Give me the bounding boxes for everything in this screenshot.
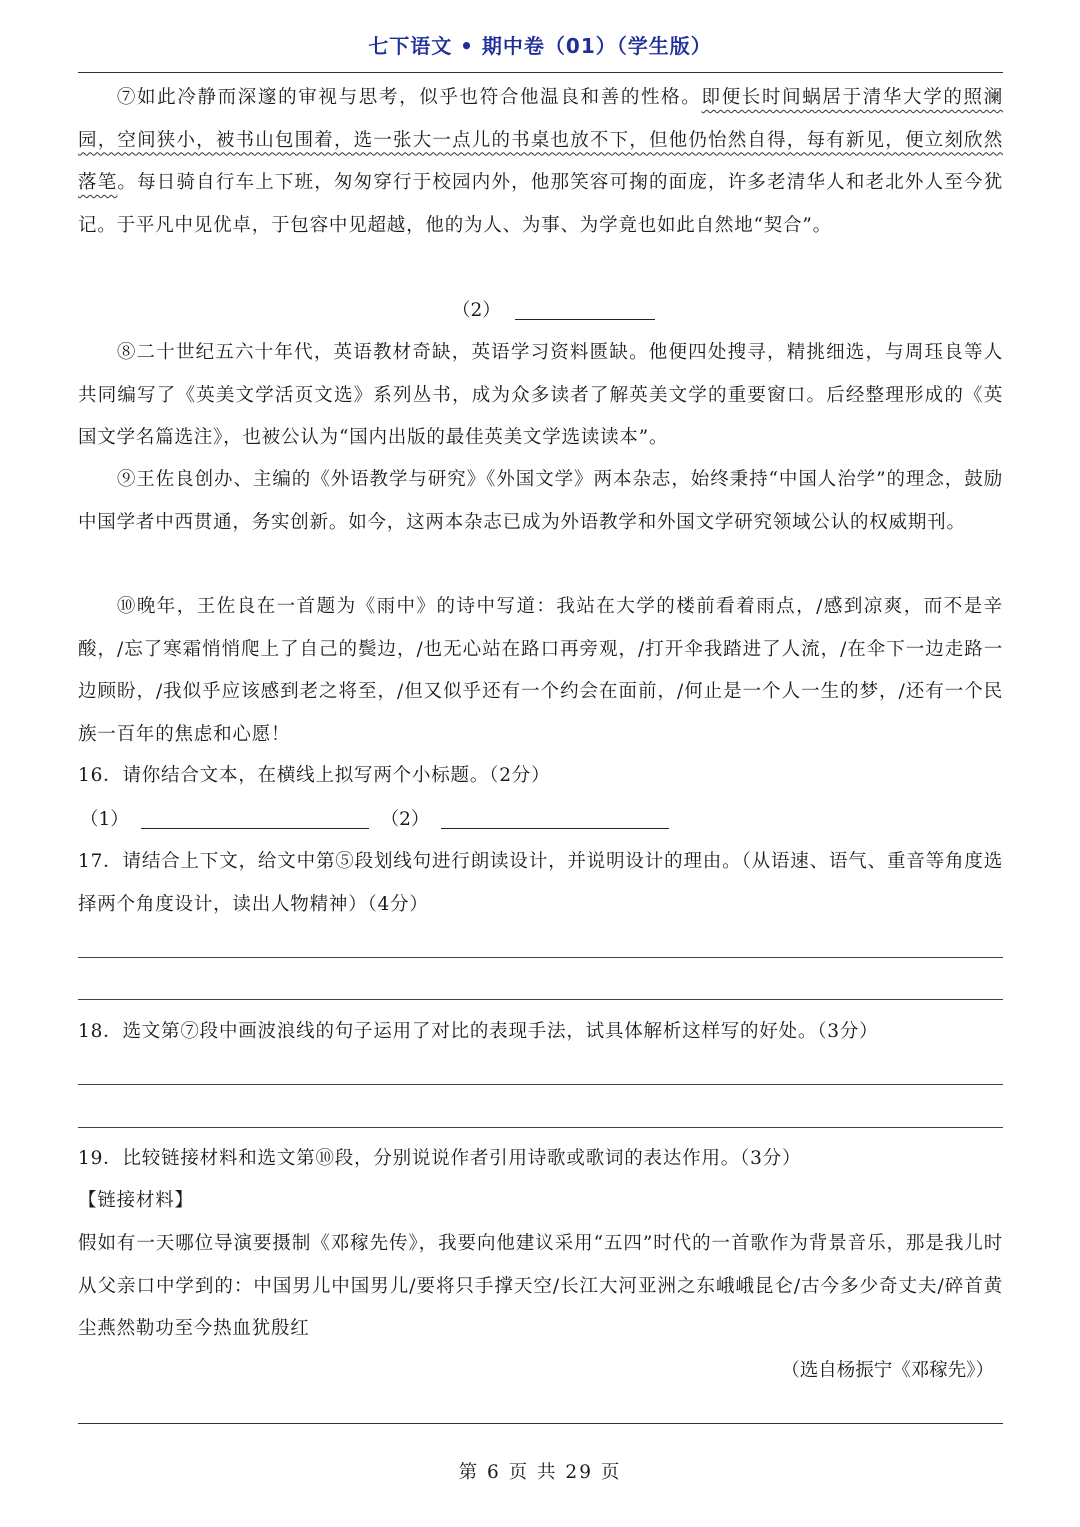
- question-18-answer-line-2[interactable]: [78, 1127, 1003, 1128]
- paragraph-7: [78, 77, 1003, 247]
- question-18: 18．选文第⑦段中画波浪线的句子运用了对比的表现手法，试具体解析这样写的好处。（3分）: [78, 1021, 879, 1042]
- question-17-answer-line-2[interactable]: [78, 999, 1003, 1000]
- question-16: 16．请你结合文本，在横线上拟写两个小标题。（2分）: [78, 765, 551, 786]
- question-16-blank-2[interactable]: [441, 806, 669, 829]
- footer-divider: [78, 1423, 1003, 1424]
- question-19: 19．比较链接材料和选文第⑩段，分别说说作者引用诗歌或歌词的表达作用。（3分）: [78, 1148, 802, 1169]
- paragraph-7-wavy-sentence: 即便长时间蜗居于清华大学的照澜园，空间狭小，被书山包围着，选一张大一点儿的书桌也放不下，但他仍怡然自得，每有新见，便立刻欣然落笔: [78, 87, 1003, 193]
- page-title: 七下语文 • 期中卷（01）（学生版）: [368, 34, 712, 58]
- subtitle-2-blank[interactable]: [515, 297, 655, 320]
- paragraph-8: ⑧二十世纪五六十年代，英语教材奇缺，英语学习资料匮缺。他便四处搜寻，精挑细选，与周珏良等人共同编写了《英美文学活页文选》系列丛书，成为众多读者了解英美文学的重要窗口。后经整理形成的《英国文学名篇选注》，也被公认为“国内出版的最佳英美文学选读读本”。: [78, 342, 1003, 448]
- question-16-label-1: （1）: [80, 809, 129, 830]
- page-number: 第 6 页 共 29 页: [458, 1462, 622, 1483]
- question-17-answer-line-1[interactable]: [78, 957, 1003, 958]
- question-16-answer-row: [80, 805, 669, 835]
- paragraph-7-end: 。每日骑自行车上下班，匆匆穿行于校园内外，他那笑容可掬的面庞，许多老清华人和老北外人至今犹记。于平凡中见优卓，于包容中见超越，他的为人、为事、为学竟也如此自然地“契合”。: [78, 172, 1003, 236]
- link-material-source: （选自杨振宁《邓稼先》）: [781, 1360, 994, 1381]
- subtitle-2-label: （2）: [452, 300, 501, 321]
- paragraph-7-start: ⑦如此冷静而深邃的审视与思考，似乎也符合他温良和善的性格。: [116, 87, 702, 108]
- question-16-blank-1[interactable]: [141, 806, 369, 829]
- link-material-heading: 【链接材料】: [78, 1190, 194, 1211]
- question-17: 17．请结合上下文，给文中第⑤段划线句进行朗读设计，并说明设计的理由。（从语速、语气、重音等角度选择两个角度设计，读出人物精神）（4分）: [78, 851, 1003, 915]
- subtitle-2-blank-line: [452, 296, 655, 326]
- header-divider: [78, 72, 1003, 73]
- link-material-text: 假如有一天哪位导演要摄制《邓稼先传》，我要向他建议采用“五四”时代的一首歌作为背景音乐，那是我儿时从父亲口中学到的：中国男儿中国男儿/要将只手撑天空/长江大河亚洲之东峨峨昆仑/古今多少奇丈夫/碎首黄尘燕然勒功至今热血犹殷红: [78, 1233, 1003, 1339]
- paragraph-10: ⑩晚年，王佐良在一首题为《雨中》的诗中写道：我站在大学的楼前看着雨点，/感到凉爽，而不是辛酸，/忘了寒霜悄悄爬上了自己的鬓边，/也无心站在路口再旁观，/打开伞我踏进了人流，/在伞下一边走路一边顾盼，/我似乎应该感到老之将至，/但又似乎还有一个约会在面前，/何止是一个人一生的梦，/还有一个民族一百年的焦虑和心愿！: [78, 596, 1003, 745]
- question-18-answer-line-1[interactable]: [78, 1084, 1003, 1085]
- paragraph-9: ⑨王佐良创办、主编的《外语教学与研究》《外国文学》两本杂志，始终秉持“中国人治学”的理念，鼓励中国学者中西贯通，务实创新。如今，这两本杂志已成为外语教学和外国文学研究领域公认的权威期刊。: [78, 469, 1003, 533]
- question-16-label-2: （2）: [380, 809, 430, 830]
